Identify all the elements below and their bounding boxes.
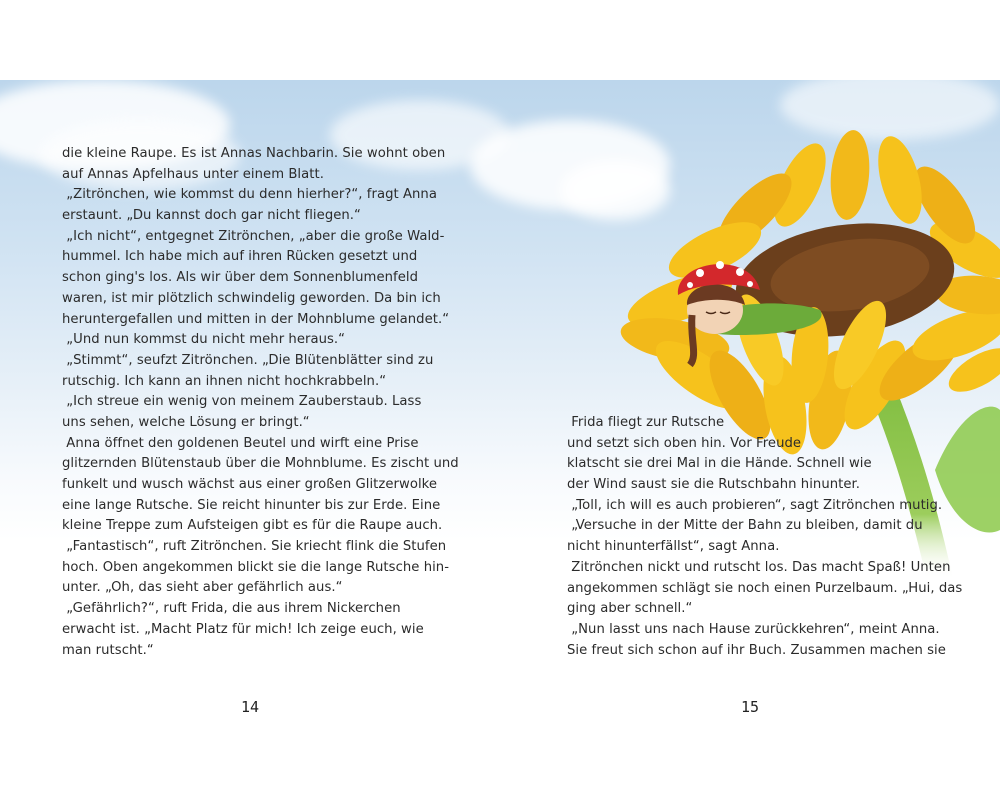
text-line: glitzernden Blütenstaub über die Mohnblume. Es zischt und	[62, 456, 459, 472]
text-line: „Ich streue ein wenig von meinem Zauberstaub. Lass	[62, 394, 422, 410]
page-number-right: 15	[740, 698, 760, 716]
text-line: hummel. Ich habe mich auf ihren Rücken gesetzt und	[62, 249, 418, 265]
text-line: Frida fliegt zur Rutsche	[567, 415, 725, 430]
text-line: auf Annas Apfelhaus unter einem Blatt.	[62, 166, 324, 182]
text-line: der Wind saust sie die Rutschbahn hinunter.	[567, 477, 861, 493]
text-line: ging aber schnell.“	[567, 601, 693, 617]
text-line: „Ich nicht“, entgegnet Zitrönchen, „aber die große Wald-	[62, 228, 445, 244]
text-line: Zitrönchen nickt und rutscht los. Das macht Spaß! Unten	[567, 559, 951, 575]
text-line: waren, ist mir plötzlich schwindelig geworden. Da bin ich	[62, 290, 441, 306]
text-line: „Versuche in der Mitte der Bahn zu bleiben, damit du	[567, 518, 923, 534]
text-line: erstaunt. „Du kannst doch gar nicht fliegen.“	[62, 208, 361, 224]
text-line: die kleine Raupe. Es ist Annas Nachbarin. Sie wohnt oben	[62, 146, 446, 161]
text-line: „Stimmt“, seufzt Zitrönchen. „Die Blütenblätter sind zu	[62, 352, 434, 368]
text-line: „Toll, ich will es auch probieren“, sagt Zitrönchen mutig.	[567, 497, 943, 513]
text-line: angekommen schlägt sie noch einen Purzelbaum. „Hui, das	[567, 580, 963, 596]
text-line: heruntergefallen und mitten in der Mohnblume gelandet.“	[62, 311, 450, 327]
text-line: man rutscht.“	[62, 642, 154, 658]
text-line: „Gefährlich?“, ruft Frida, die aus ihrem Nickerchen	[62, 601, 401, 617]
book-spread	[0, 80, 1000, 720]
text-line: schon ging's los. Als wir über dem Sonnenblumenfeld	[62, 270, 419, 286]
text-line: eine lange Rutsche. Sie reicht hinunter bis zur Erde. Eine	[62, 497, 441, 513]
text-line: „Und nun kommst du nicht mehr heraus.“	[62, 332, 346, 348]
text-line: Sie freut sich schon auf ihr Buch. Zusammen machen sie	[567, 642, 946, 658]
text-line: „Zitrönchen, wie kommst du denn hierher?“, fragt Anna	[62, 187, 437, 203]
text-line: rutschig. Ich kann an ihnen nicht hochkrabbeln.“	[62, 373, 387, 389]
text-line: uns sehen, welche Lösung er bringt.“	[62, 414, 310, 430]
text-line: Anna öffnet den goldenen Beutel und wirft eine Prise	[62, 435, 419, 451]
text-line: „Nun lasst uns nach Hause zurückkehren“, meint Anna.	[567, 621, 940, 637]
right-page-text	[567, 413, 962, 661]
text-line: unter. „Oh, das sieht aber gefährlich aus.“	[62, 580, 343, 596]
page-number-left: 14	[240, 698, 260, 716]
text-line: und setzt sich oben hin. Vor Freude	[567, 435, 802, 451]
text-line: nicht hinunterfällst“, sagt Anna.	[567, 539, 780, 555]
text-line: „Fantastisch“, ruft Zitrönchen. Sie kriecht flink die Stufen	[62, 539, 447, 555]
text-line: kleine Treppe zum Aufsteigen gibt es für die Raupe auch.	[62, 518, 443, 534]
text-line: erwacht ist. „Macht Platz für mich! Ich zeige euch, wie	[62, 621, 424, 637]
text-line: funkelt und wusch wächst aus einer großen Glitzerwolke	[62, 477, 438, 492]
text-line: klatscht sie drei Mal in die Hände. Schnell wie	[567, 456, 872, 472]
text-line: hoch. Oben angekommen blickt sie die lange Rutsche hin-	[62, 559, 450, 575]
left-page-text	[62, 144, 459, 661]
